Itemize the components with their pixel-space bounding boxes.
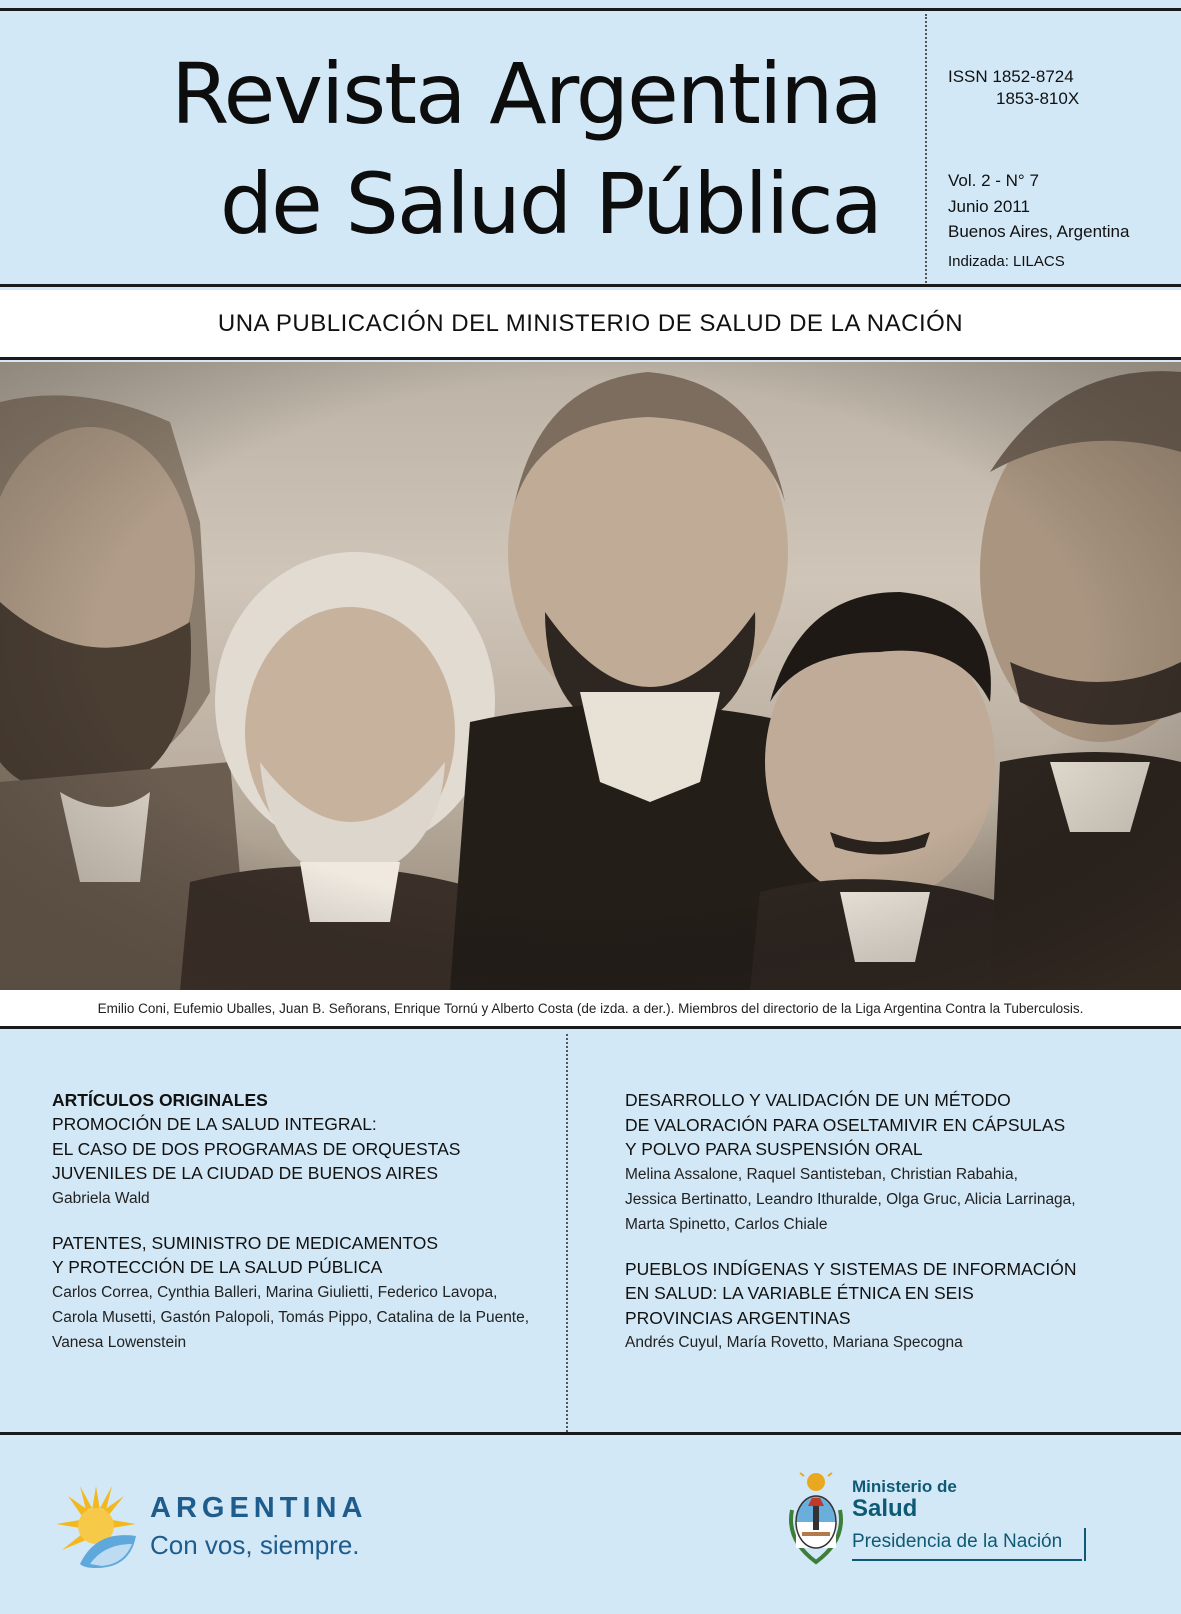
article-authors: Melina Assalone, Raquel Santisteban, Christian Rabahia, (625, 1165, 1018, 1183)
article-title-line: Y POLVO PARA SUSPENSIÓN ORAL (625, 1139, 923, 1159)
article-authors: Jessica Bertinatto, Leandro Ithuralde, Olga Gruc, Alicia Larrinaga, (625, 1190, 1076, 1208)
article-authors: Vanesa Lowenstein (52, 1333, 187, 1351)
header-dotted-separator (925, 14, 927, 286)
article-title-line: DE VALORACIÓN PARA OSELTAMIVIR EN CÁPSULAS (625, 1114, 1066, 1135)
argentina-slogan: Con vos, siempre. (150, 1530, 360, 1560)
article-title-line: PROMOCIÓN DE LA SALUD INTEGRAL: (52, 1114, 377, 1134)
argentina-sun-logo-icon (50, 1480, 142, 1570)
section-heading: ARTÍCULOS ORIGINALES (52, 1090, 268, 1110)
article-title-line: JUVENILES DE LA CIUDAD DE BUENOS AIRES (52, 1163, 439, 1183)
publication-place: Buenos Aires, Argentina (948, 222, 1130, 241)
article-title-line: EL CASO DE DOS PROGRAMAS DE ORQUESTAS (52, 1138, 461, 1159)
caption-bottom-rule (0, 1026, 1181, 1029)
header-bottom-rule (0, 284, 1181, 287)
publisher-banner (0, 290, 1181, 358)
publisher-banner-text: UNA PUBLICACIÓN DEL MINISTERIO DE SALUD DE LA NACIÓN (217, 310, 964, 337)
article-title-line: PUEBLOS INDÍGENAS Y SISTEMAS DE INFORMACIÓN (625, 1258, 1077, 1279)
article-authors: Gabriela Wald (52, 1189, 150, 1207)
article-title-line: EN SALUD: LA VARIABLE ÉTNICA EN SEIS (625, 1283, 974, 1303)
journal-title-line-2: de Salud Pública (219, 155, 881, 253)
issue-date: Junio 2011 (948, 197, 1030, 216)
ministry-underline (852, 1559, 1082, 1561)
ministry-name-line3: Presidencia de la Nación (852, 1531, 1063, 1552)
ministry-side-rule (1084, 1528, 1086, 1561)
top-rule (0, 8, 1181, 11)
contents-right-column (625, 1088, 1145, 1375)
article-authors: Carola Musetti, Gastón Palopoli, Tomás Pippo, Catalina de la Puente, (52, 1308, 530, 1326)
article-authors: Marta Spinetto, Carlos Chiale (625, 1215, 828, 1233)
journal-title-line-1: Revista Argentina (171, 45, 881, 143)
ministry-name-line1: Ministerio de (852, 1477, 957, 1496)
cover-photo-collage (0, 362, 1181, 990)
volume-number: Vol. 2 - N° 7 (948, 171, 1039, 190)
banner-bottom-rule (0, 357, 1181, 360)
article-orquestas-juveniles[interactable] (52, 1112, 572, 1211)
argentina-wordmark: ARGENTINA (150, 1492, 368, 1524)
contents-bottom-rule (0, 1432, 1181, 1435)
article-pueblos-indigenas[interactable] (625, 1257, 1145, 1356)
article-authors: Andrés Cuyul, María Rovetto, Mariana Specogna (625, 1334, 963, 1351)
indexing-info: Indizada: LILACS (948, 253, 1065, 270)
article-title-line: PROVINCIAS ARGENTINAS (625, 1307, 851, 1328)
issn-online: 1853-810X (996, 89, 1080, 108)
issn-print: ISSN 1852-8724 (948, 67, 1074, 86)
article-title-line: DESARROLLO Y VALIDACIÓN DE UN MÉTODO (625, 1090, 1011, 1110)
national-coat-of-arms-icon (786, 1470, 846, 1566)
article-oseltamivir[interactable] (625, 1088, 1145, 1237)
article-patentes-medicamentos[interactable] (52, 1231, 572, 1355)
photo-caption (0, 990, 1181, 1026)
photo-caption-text: Emilio Coni, Eufemio Uballes, Juan B. Señorans, Enrique Tornú y Alberto Costa (de izda. a der.). Miembros del directorio de la Liga Argentina Contra la Tuberculosis. (97, 1000, 1084, 1016)
article-title-line: PATENTES, SUMINISTRO DE MEDICAMENTOS (52, 1232, 439, 1253)
ministry-name-line2: Salud (852, 1495, 918, 1522)
article-authors: Carlos Correa, Cynthia Balleri, Marina Giulietti, Federico Lavopa, (52, 1283, 498, 1301)
portrait-collage-illustration (0, 362, 1181, 990)
contents-left-column (52, 1088, 572, 1375)
article-title-line: Y PROTECCIÓN DE LA SALUD PÚBLICA (52, 1257, 383, 1277)
